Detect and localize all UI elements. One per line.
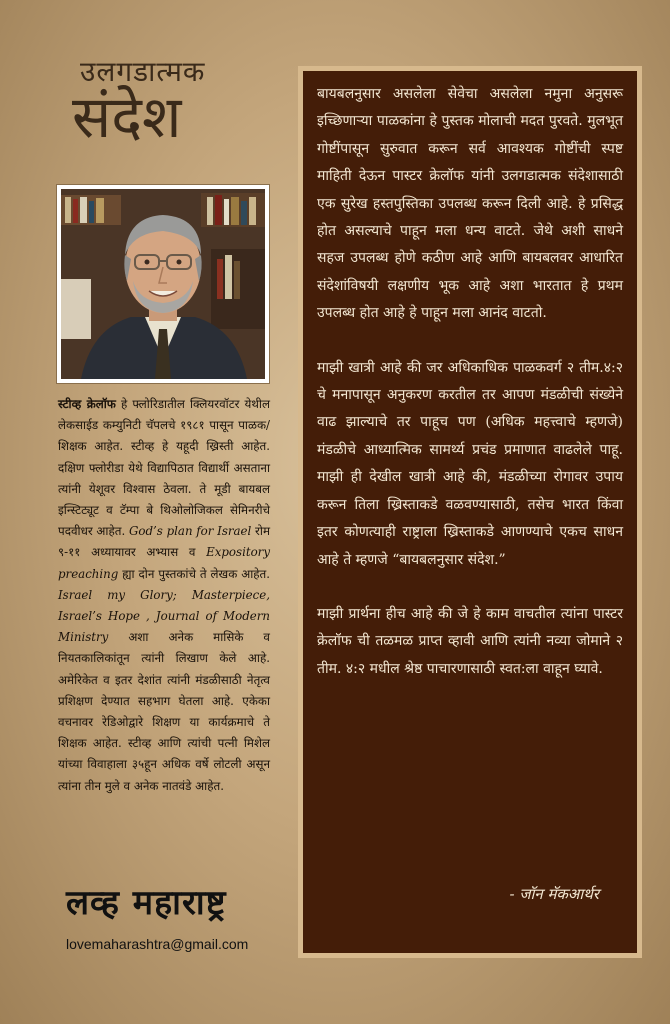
bio-text-4: अशा अनेक मासिके व नियतकालिकांतून त्यांनी लिखाण केले आहे. अमेरिकेत व इतर देशांत त्यांनी मंडळीसाठी नेतृत्व प्रशिक्षण देण्यात सहभाग घेतला आहे. एकेका वचनावर रेडिओद्वारे शिक्षण या कार्यक्रमाचे ते शिक्षक आहेत. स्टीव्ह आणि त्यांची पत्नी मिशेल यांच्या विवाहाला ३५हून अधिक वर्षे लोटली असून त्यांना तीन मुले व अनेक नातवंडे आहेत.	[58, 630, 270, 793]
author-name: स्टीव्ह क्रेलॉफ	[58, 397, 116, 411]
book-title-main: संदेश	[72, 83, 182, 151]
book-title-2: Expository preaching	[58, 545, 270, 581]
journal-list: Israel my Glory; Masterpiece, Israel’s Hope , Journal of Modern Ministry	[58, 587, 270, 645]
author-bio	[58, 394, 270, 797]
bio-text-2: रोम ९-११ अध्यायावर अभ्यास व	[58, 524, 270, 560]
endorsement-paragraph-2: माझी खात्री आहे की जर अधिकाधिक पाळकवर्ग २ तीम.४:२ चे मनापासून अनुकरण करतील तर आपण मंडळीची संख्येने वाढ झाल्याचे तर पाहूच पण (अधिक महत्त्वाचे म्हणजे) मंडळीचे आध्यात्मिक सामर्थ्य प्रचंड प्रमाणात वाढलेले पाहू. माझी ही देखील खात्री आहे की, मंडळीच्या रोगावर उपाय करून तिला ख्रिस्ताकडे वळवण्यासाठी, तसेच भारत किंवा इतर कोणत्याही राष्ट्राला ख्रिस्ताकडे आणण्याचे एकच साधन आहे ते म्हणजे “बायबलनुसार संदेश.”	[317, 359, 623, 568]
endorsement-panel	[298, 66, 642, 958]
bio-text-1: हे फ्लोरिडातील क्लियरवॉटर येथील लेकसाईड कम्युनिटी चॅपलचे १९८१ पासून पाळक/शिक्षक आहेत. स्टीव्ह हे यहूदी ख्रिस्ती आहेत. दक्षिण फ्लोरीडा येथे विद्यापिठात विद्यार्थी असताना त्यांनी येशूवर विश्वास ठेवला. ते मूडी बायबल इन्स्टिट्यूट व टॅम्पा बे थिओलोजिकल सेमिनरीचे पदवीधर आहेत.	[58, 397, 270, 539]
publisher-email[interactable]: lovemaharashtra@gmail.com	[66, 936, 249, 952]
endorsement-paragraph-1: बायबलनुसार असलेला सेवेचा असलेला नमुना अनुसरू इच्छिणाऱ्या पाळकांना हे पुस्तक मोलाची मदत पुरवते. मुलभूत गोष्टींपासून सुरुवात करून सर्व आवश्यक गोष्टींची स्पष्ट माहिती देऊन पास्टर क्रेलॉफ यांनी उलगडात्मक संदेशासाठी एक सुरेख हस्तपुस्तिका उपलब्ध करून दिली आहे. हे प्रसिद्ध होत असल्याचे पाहून मला धन्य वाटते. जेथे अशी साधने सहज उपलब्ध होणे कठीण आहे आणि बायबलवर आधारित संदेशांविषयी लक्षणीय भूक आहे अशा भारतात हे प्रथम उपलब्ध होत आहे हे पाहून मला आनंद वाटतो.	[317, 86, 623, 322]
endorsement-paragraph-3: माझी प्रार्थना हीच आहे की जे हे काम वाचतील त्यांना पास्टर क्रेलॉफ ची तळमळ प्राप्त व्हावी आणि त्यांनी नव्या जोमाने २ तीम. ४:२ मधील श्रेष्ठ पाचारणासाठी स्वत:ला वाहून घ्यावे.	[317, 605, 623, 677]
author-photo	[56, 184, 270, 384]
publisher-logo: लव्ह महाराष्ट्र	[66, 883, 227, 923]
book-title-top: उलगडात्मक	[80, 55, 206, 88]
author-portrait	[61, 189, 265, 379]
endorsement-signature: - जॉन मॅकआर्थर	[509, 885, 599, 903]
bio-text-3: ह्या दोन पुस्तकांचे ते लेखक आहेत.	[118, 566, 270, 581]
book-title-1: God’s plan for Israel	[128, 524, 252, 539]
